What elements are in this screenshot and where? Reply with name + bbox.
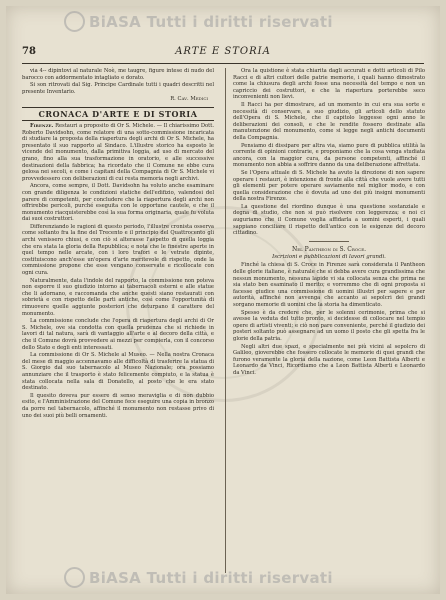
intro-text-2: Si son ritrovati dal Sig. Principe Cardinale tutti i quadri descritti nel presente Inventario. (22, 82, 214, 95)
document-page (6, 6, 440, 594)
section-title: CRONACA D'ARTE E DI STORIA (22, 107, 214, 121)
signature: R. Cav. Medici (170, 96, 208, 103)
watermark-top: BiASA Tutti i diritti riservati (64, 12, 333, 33)
right-paragraph-2: Il Racci ha per dimostrare, ad un momento in cui era sua sorte e necessità di conservare, a suo giudizio, gli articoli dello statuto dell'Opera di S. Michele, che il capitolo leggesse ogni anno le deliberazioni dei consoli, e che le rendite fossero destinate alla manutenzione del monumento, come si legge negli antichi documenti della Compagnia. (233, 101, 425, 141)
running-head: ARTE E STORIA (175, 46, 271, 57)
paragraph-3: Differenziando le ragioni di questo periodo, l'illustre cronista osserva come soltanto fra la fine del Trecento e il principio del Quattrocento gli archi venissero chiusi, e con ciò si alterasse l'aspetto di quella loggia che era stata la gloria della Repubblica; e nota che le finestre aperte in quel tempo nelle arcate, con i loro trafori e le vetrate dipinte, costituiscono anch'esse un'opera d'arte meritevole di rispetto, onde la commissione propone che esse vengano conservate e ricollocate con ogni cura. (22, 223, 214, 277)
paragraph-4: Naturalmente, data l'indole del rapporto, la commissione non poteva non esporre il suo giudizio intorno ai tabernacoli esterni e alle statue che li adornano, e raccomanda che anche questi siano restaurati con sobrietà e con rispetto delle parti antiche, così come l'opportunità di rimuovere quelle aggiunte posteriori che deturpano il carattere del monumento. (22, 277, 214, 317)
column-divider (225, 68, 226, 573)
right-paragraph-5: La questione del riordino dunque è una questione sostanziale e degna di studio, che non si può risolvere con leggerezza; e noi ci auguriamo che il Comune voglia affidarla a uomini esperti, i quali sappiano conciliare il rispetto dell'antico con le esigenze del decoro cittadino. (233, 203, 425, 237)
library-logo-icon (64, 11, 85, 32)
paragraph-1-lead: Firenze. (30, 122, 54, 129)
right-column (233, 68, 425, 378)
left-column (22, 68, 214, 420)
section-separator (309, 241, 349, 242)
subsection-subtitle: Iscrizioni e pubblicazioni di lavori grandi. (272, 253, 386, 260)
paragraph-1 (22, 123, 214, 182)
right-paragraph-4: Se l'Opera attuale di S. Michele ha avuto la direzione di non sapere operare i restauri, è intenzione di fronte alla città che vuole avere tutti gli elementi per potere operare saviamente nel miglior modo, e con quella considerazione che è dovuta ad uno dei più insigni monumenti della nostra Firenze. (233, 169, 425, 203)
right-paragraph-7: Spesso è da credere che, per le solenni cerimonie, prima che si avesse la veduta del tutto pronto, si decidesse di collocare nel tempio opere di artisti viventi; e ciò non pare conveniente, perché il giudizio dei posteri soltanto può assegnare ad un uomo il posto che gli spetta fra le glorie della patria. (233, 309, 425, 342)
header-rule (22, 63, 424, 64)
subsection-title: Nel Pantheon di S. Croce. (291, 245, 367, 253)
intro-text: via 4-- dipintovi al naturale Noè, me taugre, figure intese di nudo del barocco con addormentato intagliato e dorato. (22, 68, 214, 81)
page-header (22, 46, 424, 62)
right-paragraph-6: Finché la chiesa di S. Croce in Firenze sarà considerata il Pantheon delle glorie italiane, è naturale che si debba avere cura grandissima che nessun monumento, nessuna lapide vi sia collocata senza che prima ne sia stato ben esaminato il merito; e vorremmo che di ogni proposta si facesse giudice una commissione di uomini illustri per sapere e per autorità, affinché non avvenga che accanto ai sepolcri dei grandi sorgano memorie di uomini che la storia ha dimenticato. (233, 262, 425, 308)
right-paragraph-3: Pensiamo di dissipare per altra via, siamo pure di pubblica utilità la corrente di opinioni contrarie, e proponiamo che la cosa venga studiata ancora, con la maggior cura, da persone competenti, affinché il monumento non abbia a soffrire danno da una deliberazione affrettata. (233, 142, 425, 169)
right-paragraph-8: Negli altri due spazi, e specialmente nei più vicini al sepolcro di Galileo, gioverebbe che fossero collocate le memorie di quei grandi che furono veramente la gloria della nazione, come Leon Battista Alberti e Leonardo da Vinci, Ricordiamo che a Leon Battista Alberti e Leonardo da Vinci. (233, 343, 425, 376)
library-logo-icon (64, 567, 85, 588)
paragraph-1-text: Restauri a proposito di Or S. Michele. — Il chiarissimo Dott. Roberto Davidsohn, come relatore di una sotto-commissione incaricata di studiare la proposta della riapertura degli archi di Or S. Michele, ha presentato il suo rapporto al Sindaco. L'illustre storico ha esposto le vicende del monumento, dalla primitiva loggia, ad uso di mercato del grano, fino alla sua trasformazione in oratorio, e alle successive destinazioni della fabbrica; ha ricordato che il Comune ne ebbe cura gelosa nei secoli, e come i capitani della Compagnia di Or S. Michele vi provvedessero con deliberazioni di cui resta memoria negli archivi. (22, 122, 215, 182)
right-paragraph-1: Ora la quistione è stata chiarita dagli accurati e dotti articoli di Pilo Racci e di altri cultori delle patrie memorie, i quali hanno dimostrato come la chiusura degli archi fosse una necessità del tempo e non un capriccio dei costruttori, e che la riapertura porterebbe seco inconvenienti non lievi. (233, 68, 425, 101)
paragraph-6: La commissione di Or S. Michele al Museo. — Nella nostra Cronaca del mese di maggio accennavamo alle difficoltà di trasferire la statua di S. Giorgio dal suo tabernacolo al Museo Nazionale; ora possiamo annunziare che il trasporto è stato felicemente compiuto, e la statua è stata collocata nella sala di Donatello, al posto che le era stato destinato. (22, 352, 214, 392)
page-number: 78 (22, 46, 36, 57)
paragraph-5: La commissione conclude che l'opera di riapertura degli archi di Or S. Michele, ove sia condotta con quella prudenza che si richiede in lavori di tal natura, sarà di vantaggio all'arte e al decoro della città, e che il Comune dovrà provvedere ai mezzi per compierla, con il concorso dello Stato e degli enti interessati. (22, 318, 214, 351)
watermark-bottom: BiASA Tutti i diritti riservati (64, 568, 333, 589)
paragraph-7: Il quesito doveva pur essere di senso meraviglia e di non dubbio esito, e l'Amministrazione del Comune fece eseguire una copia in bronzo da porre nel tabernacolo, affinché il monumento non restasse privo di uno dei suoi più belli ornamenti. (22, 392, 214, 419)
paragraph-2: Ancora, come sempre, il Dott. Davidsohn ha voluto anche esaminare con grande diligenza le condizioni statiche dell'edifizio, valendosi del parere di competenti, per concludere che la riapertura degli archi non offrirebbe pericoli, purché eseguita con le opportune cautele, e che il monumento riacquisterebbe così la sua forma originaria, quale fu voluta dai suoi costruttori. (22, 183, 214, 223)
